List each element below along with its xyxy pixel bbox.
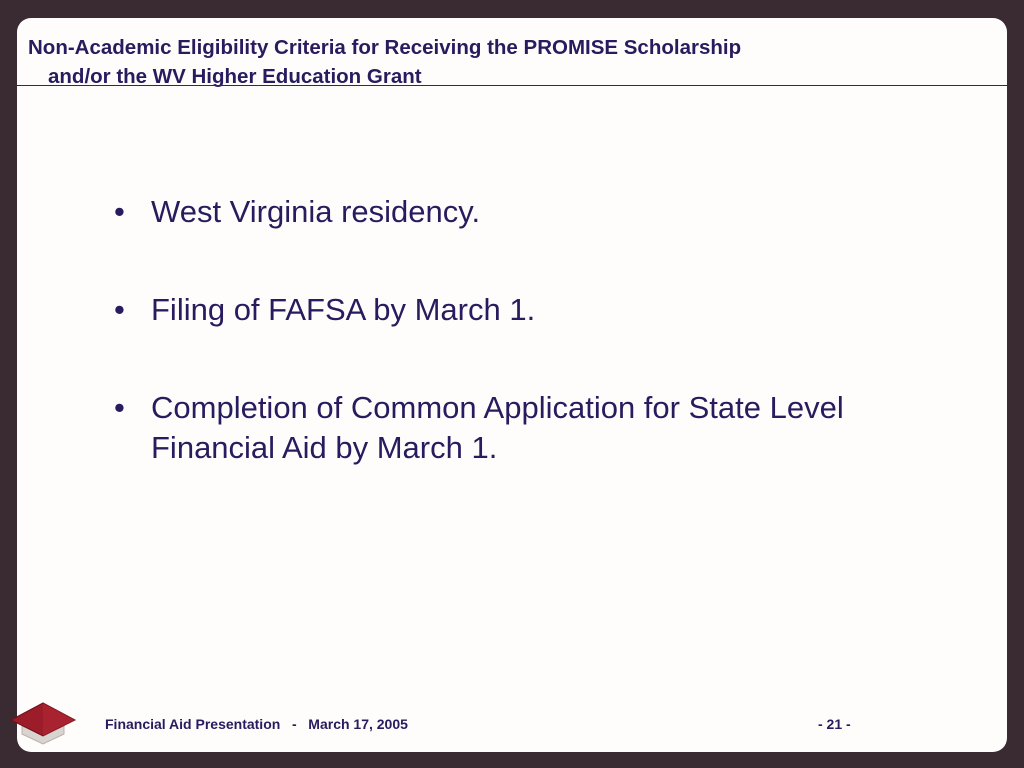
bullet-marker: • <box>114 194 125 229</box>
footer-text: Financial Aid Presentation - March 17, 2005 <box>105 716 408 732</box>
bullet-marker: • <box>114 292 125 327</box>
title-divider <box>17 85 1007 86</box>
bullet-text: Filing of FAFSA by March 1. <box>151 292 536 327</box>
bullet-item <box>112 290 942 330</box>
slide-title-line-2: and/or the WV Higher Education Grant <box>48 65 422 88</box>
slide-title-line-1: Non-Academic Eligibility Criteria for Receiving the PROMISE Scholarship <box>28 36 742 59</box>
slide-title <box>28 33 988 91</box>
page-number: - 21 - <box>818 716 851 732</box>
bullet-text: West Virginia residency. <box>151 194 481 229</box>
bullet-list <box>112 192 942 468</box>
graduation-cap-icon <box>8 700 78 748</box>
bullet-text: Completion of Common Application for State Level Financial Aid by March 1. <box>151 390 844 465</box>
bullet-item <box>112 192 942 232</box>
bullet-item <box>112 388 942 468</box>
bullet-marker: • <box>114 390 125 425</box>
